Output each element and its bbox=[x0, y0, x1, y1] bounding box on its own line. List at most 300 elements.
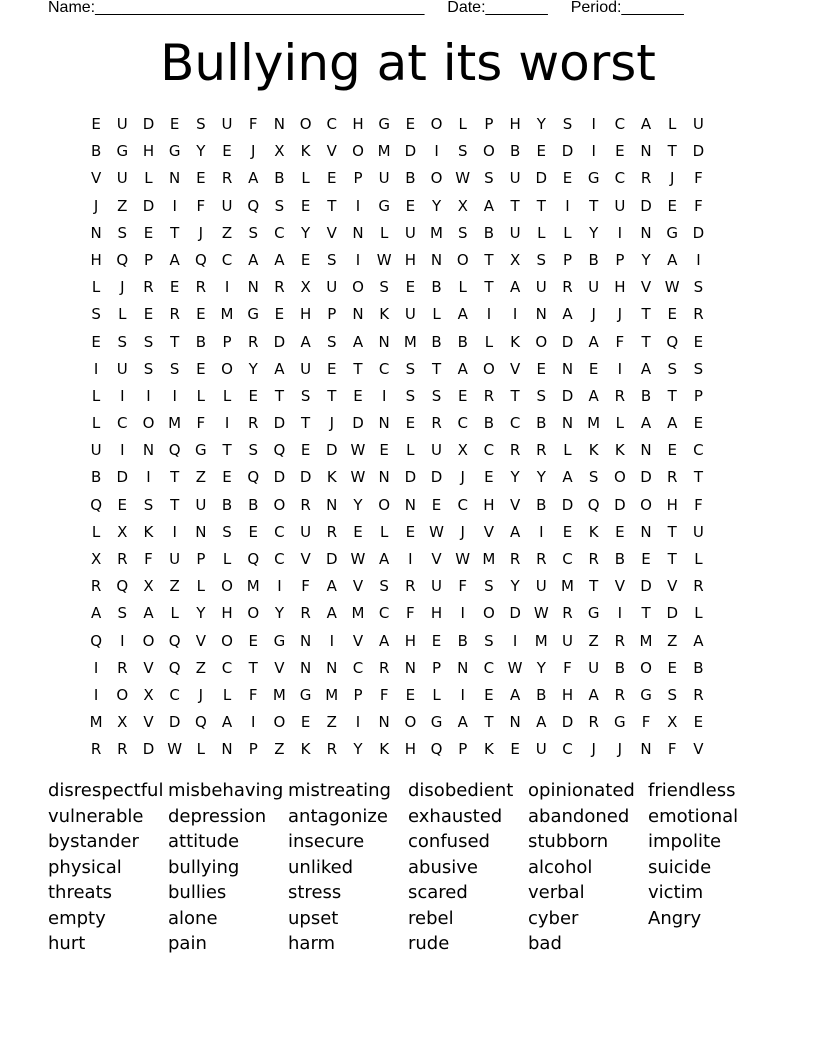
grid-letter[interactable]: O bbox=[221, 577, 233, 596]
grid-letter[interactable]: H bbox=[561, 685, 574, 704]
grid-letter[interactable]: Q bbox=[116, 577, 129, 596]
grid-letter[interactable]: U bbox=[195, 495, 207, 514]
grid-letter[interactable]: V bbox=[274, 658, 285, 677]
grid-letter[interactable]: K bbox=[300, 142, 311, 161]
grid-letter[interactable]: T bbox=[484, 278, 494, 297]
grid-letter[interactable]: U bbox=[221, 196, 233, 215]
grid-letter[interactable]: H bbox=[509, 115, 521, 133]
grid-letter[interactable]: U bbox=[561, 631, 573, 650]
grid-letter[interactable]: W bbox=[533, 604, 549, 623]
grid-letter[interactable]: D bbox=[116, 468, 129, 487]
grid-letter[interactable]: E bbox=[405, 196, 416, 215]
grid-letter[interactable]: O bbox=[352, 278, 364, 297]
grid-letter[interactable]: P bbox=[196, 550, 206, 568]
grid-letter[interactable]: S bbox=[300, 386, 311, 405]
grid-letter[interactable]: S bbox=[431, 386, 442, 405]
grid-letter[interactable]: N bbox=[195, 522, 207, 541]
grid-letter[interactable]: H bbox=[666, 495, 678, 514]
grid-letter[interactable]: L bbox=[222, 685, 232, 704]
grid-letter[interactable]: H bbox=[221, 604, 233, 623]
grid-letter[interactable]: R bbox=[90, 577, 102, 596]
grid-letter[interactable]: N bbox=[299, 631, 312, 650]
grid-letter[interactable]: R bbox=[509, 550, 521, 568]
grid-letter[interactable]: H bbox=[352, 115, 364, 133]
grid-letter[interactable]: D bbox=[666, 604, 678, 623]
grid-letter[interactable]: N bbox=[457, 658, 469, 677]
grid-letter[interactable]: L bbox=[537, 223, 546, 242]
grid-letter[interactable]: R bbox=[483, 386, 495, 405]
grid-letter[interactable]: E bbox=[615, 142, 625, 161]
grid-letter[interactable]: T bbox=[589, 196, 599, 215]
grid-letter[interactable]: V bbox=[431, 550, 442, 568]
grid-letter[interactable]: W bbox=[455, 169, 471, 188]
grid-letter[interactable]: S bbox=[327, 250, 337, 269]
grid-letter[interactable]: A bbox=[169, 250, 180, 269]
grid-letter[interactable]: I bbox=[591, 115, 596, 133]
grid-letter[interactable]: D bbox=[273, 332, 286, 351]
grid-letter[interactable]: T bbox=[327, 196, 337, 215]
grid-letter[interactable]: X bbox=[143, 577, 154, 596]
grid-letter[interactable]: I bbox=[486, 305, 492, 324]
grid-letter[interactable]: J bbox=[460, 468, 465, 487]
grid-letter[interactable]: N bbox=[247, 278, 259, 297]
grid-letter[interactable]: A bbox=[457, 359, 468, 378]
grid-letter[interactable]: B bbox=[536, 685, 547, 704]
grid-letter[interactable]: A bbox=[274, 250, 285, 269]
grid-letter[interactable]: I bbox=[277, 577, 282, 596]
grid-letter[interactable]: O bbox=[483, 604, 495, 623]
grid-letter[interactable]: C bbox=[483, 658, 495, 677]
grid-letter[interactable]: B bbox=[431, 332, 442, 351]
grid-letter[interactable]: I bbox=[434, 142, 439, 161]
grid-letter[interactable]: X bbox=[143, 685, 154, 704]
grid-letter[interactable]: E bbox=[405, 414, 416, 433]
grid-letter[interactable]: N bbox=[273, 115, 286, 133]
grid-letter[interactable]: B bbox=[640, 386, 652, 405]
grid-letter[interactable]: U bbox=[535, 577, 547, 596]
grid-letter[interactable]: F bbox=[406, 604, 415, 623]
grid-letter[interactable]: V bbox=[614, 577, 625, 596]
grid-letter[interactable]: N bbox=[404, 495, 416, 514]
grid-letter[interactable]: F bbox=[641, 713, 651, 732]
grid-letter[interactable]: C bbox=[326, 115, 338, 133]
grid-letter[interactable]: U bbox=[535, 278, 547, 297]
grid-letter[interactable]: Z bbox=[195, 658, 206, 677]
grid-letter[interactable]: E bbox=[91, 332, 101, 351]
grid-letter[interactable]: A bbox=[274, 359, 285, 378]
grid-letter[interactable]: I bbox=[93, 658, 99, 677]
grid-letter[interactable]: Z bbox=[667, 631, 678, 650]
grid-letter[interactable]: L bbox=[379, 223, 389, 242]
grid-letter[interactable]: R bbox=[693, 305, 704, 324]
grid-letter[interactable]: O bbox=[430, 169, 443, 188]
grid-letter[interactable]: R bbox=[274, 278, 285, 297]
grid-letter[interactable]: X bbox=[457, 441, 468, 460]
grid-letter[interactable]: G bbox=[273, 631, 286, 650]
grid-letter[interactable]: C bbox=[614, 169, 626, 188]
grid-letter[interactable]: Q bbox=[194, 250, 207, 269]
grid-letter[interactable]: R bbox=[378, 658, 390, 677]
grid-letter[interactable]: H bbox=[142, 142, 155, 161]
grid-letter[interactable]: F bbox=[248, 685, 258, 704]
grid-letter[interactable]: M bbox=[220, 305, 234, 324]
grid-letter[interactable]: B bbox=[90, 468, 102, 487]
grid-letter[interactable]: U bbox=[169, 550, 181, 568]
grid-letter[interactable]: A bbox=[693, 631, 704, 650]
grid-letter[interactable]: I bbox=[696, 250, 701, 269]
grid-letter[interactable]: R bbox=[693, 577, 704, 596]
grid-letter[interactable]: C bbox=[378, 604, 390, 623]
grid-letter[interactable]: D bbox=[692, 223, 705, 242]
grid-letter[interactable]: E bbox=[353, 522, 363, 541]
grid-letter[interactable]: A bbox=[379, 550, 390, 568]
grid-letter[interactable]: N bbox=[640, 142, 652, 161]
grid-letter[interactable]: C bbox=[457, 495, 468, 514]
grid-letter[interactable]: N bbox=[142, 441, 155, 460]
grid-letter[interactable]: E bbox=[143, 223, 154, 242]
grid-letter[interactable]: C bbox=[117, 414, 128, 433]
grid-letter[interactable]: E bbox=[457, 386, 468, 405]
grid-letter[interactable]: L bbox=[484, 332, 494, 351]
grid-letter[interactable]: O bbox=[483, 359, 495, 378]
grid-letter[interactable]: S bbox=[484, 631, 494, 650]
grid-letter[interactable]: A bbox=[588, 386, 599, 405]
grid-letter[interactable]: O bbox=[613, 468, 626, 487]
grid-letter[interactable]: N bbox=[509, 713, 521, 732]
grid-letter[interactable]: P bbox=[615, 250, 625, 269]
grid-letter[interactable]: S bbox=[536, 386, 547, 405]
grid-letter[interactable]: Y bbox=[431, 196, 442, 215]
grid-letter[interactable]: T bbox=[667, 550, 677, 568]
grid-letter[interactable]: B bbox=[483, 223, 495, 242]
grid-letter[interactable]: W bbox=[429, 522, 444, 541]
grid-letter[interactable]: E bbox=[91, 115, 101, 133]
grid-letter[interactable]: C bbox=[483, 441, 495, 460]
grid-letter[interactable]: F bbox=[667, 740, 677, 759]
grid-letter[interactable]: P bbox=[353, 169, 363, 188]
grid-letter[interactable]: D bbox=[561, 332, 574, 351]
grid-letter[interactable]: R bbox=[640, 169, 652, 188]
grid-letter[interactable]: E bbox=[300, 196, 311, 215]
grid-letter[interactable]: E bbox=[693, 713, 704, 732]
grid-letter[interactable]: E bbox=[353, 386, 363, 405]
grid-letter[interactable]: S bbox=[667, 359, 677, 378]
grid-letter[interactable]: C bbox=[693, 441, 704, 460]
grid-letter[interactable]: A bbox=[562, 468, 573, 487]
grid-letter[interactable]: H bbox=[483, 495, 495, 514]
grid-letter[interactable]: V bbox=[300, 550, 311, 568]
grid-letter[interactable]: G bbox=[116, 142, 129, 161]
grid-letter[interactable]: I bbox=[381, 386, 387, 405]
grid-letter[interactable]: U bbox=[535, 740, 547, 759]
grid-letter[interactable]: U bbox=[300, 522, 312, 541]
grid-letter[interactable]: J bbox=[251, 142, 256, 161]
grid-letter[interactable]: X bbox=[117, 713, 128, 732]
grid-letter[interactable]: A bbox=[667, 250, 678, 269]
grid-letter[interactable]: E bbox=[405, 685, 416, 704]
grid-letter[interactable]: U bbox=[692, 115, 704, 133]
grid-letter[interactable]: G bbox=[378, 196, 390, 215]
grid-letter[interactable]: T bbox=[667, 386, 677, 405]
grid-letter[interactable]: E bbox=[274, 305, 285, 324]
grid-letter[interactable]: F bbox=[615, 332, 625, 351]
grid-letter[interactable]: N bbox=[378, 713, 390, 732]
grid-letter[interactable]: B bbox=[90, 142, 102, 161]
grid-letter[interactable]: T bbox=[536, 196, 546, 215]
grid-letter[interactable]: E bbox=[169, 115, 180, 133]
grid-letter[interactable]: Y bbox=[536, 658, 546, 677]
grid-letter[interactable]: S bbox=[327, 332, 337, 351]
grid-letter[interactable]: A bbox=[509, 278, 521, 297]
grid-letter[interactable]: P bbox=[222, 332, 232, 351]
grid-letter[interactable]: E bbox=[169, 278, 180, 297]
grid-letter[interactable]: E bbox=[484, 468, 494, 487]
grid-letter[interactable]: G bbox=[640, 685, 652, 704]
grid-letter[interactable]: N bbox=[378, 332, 390, 351]
grid-letter[interactable]: L bbox=[196, 386, 206, 405]
grid-letter[interactable]: S bbox=[91, 305, 101, 324]
grid-letter[interactable]: O bbox=[640, 495, 652, 514]
grid-letter[interactable]: I bbox=[93, 359, 99, 378]
grid-letter[interactable]: S bbox=[405, 359, 416, 378]
grid-letter[interactable]: E bbox=[693, 332, 704, 351]
grid-letter[interactable]: L bbox=[91, 522, 101, 541]
grid-letter[interactable]: F bbox=[301, 577, 310, 596]
grid-letter[interactable]: B bbox=[274, 169, 285, 188]
grid-letter[interactable]: N bbox=[221, 740, 233, 759]
grid-letter[interactable]: K bbox=[300, 740, 311, 759]
grid-letter[interactable]: J bbox=[617, 305, 623, 324]
grid-letter[interactable]: I bbox=[251, 713, 256, 732]
grid-letter[interactable]: R bbox=[117, 550, 128, 568]
grid-letter[interactable]: N bbox=[430, 250, 443, 269]
grid-letter[interactable]: U bbox=[326, 278, 338, 297]
grid-letter[interactable]: G bbox=[299, 685, 312, 704]
grid-letter[interactable]: E bbox=[641, 550, 651, 568]
grid-letter[interactable]: S bbox=[196, 115, 206, 133]
grid-letter[interactable]: D bbox=[404, 468, 417, 487]
grid-letter[interactable]: K bbox=[326, 468, 337, 487]
grid-letter[interactable]: E bbox=[562, 522, 573, 541]
grid-letter[interactable]: R bbox=[562, 604, 573, 623]
grid-letter[interactable]: P bbox=[484, 115, 494, 133]
grid-letter[interactable]: Y bbox=[536, 115, 546, 133]
grid-letter[interactable]: A bbox=[562, 305, 573, 324]
grid-letter[interactable]: E bbox=[196, 305, 206, 324]
grid-letter[interactable]: S bbox=[693, 278, 704, 297]
grid-letter[interactable]: A bbox=[588, 332, 599, 351]
grid-letter[interactable]: L bbox=[406, 441, 415, 460]
grid-letter[interactable]: P bbox=[693, 386, 703, 405]
grid-letter[interactable]: M bbox=[272, 685, 286, 704]
grid-letter[interactable]: G bbox=[587, 169, 600, 188]
grid-letter[interactable]: E bbox=[196, 359, 206, 378]
grid-letter[interactable]: U bbox=[509, 223, 521, 242]
grid-letter[interactable]: N bbox=[352, 223, 364, 242]
grid-letter[interactable]: H bbox=[299, 305, 312, 324]
grid-letter[interactable]: T bbox=[170, 332, 180, 351]
grid-letter[interactable]: R bbox=[221, 169, 233, 188]
grid-letter[interactable]: B bbox=[693, 658, 704, 677]
grid-letter[interactable]: L bbox=[222, 386, 232, 405]
grid-letter[interactable]: N bbox=[640, 441, 652, 460]
grid-letter[interactable]: M bbox=[534, 631, 548, 650]
grid-letter[interactable]: B bbox=[536, 414, 547, 433]
grid-letter[interactable]: S bbox=[143, 495, 154, 514]
grid-letter[interactable]: N bbox=[404, 658, 416, 677]
grid-letter[interactable]: N bbox=[378, 414, 390, 433]
grid-letter[interactable]: M bbox=[430, 223, 443, 242]
grid-letter[interactable]: T bbox=[641, 332, 651, 351]
grid-letter[interactable]: S bbox=[222, 522, 232, 541]
grid-letter[interactable]: D bbox=[404, 142, 417, 161]
grid-letter[interactable]: B bbox=[195, 332, 206, 351]
grid-letter[interactable]: S bbox=[248, 223, 258, 242]
grid-letter[interactable]: W bbox=[350, 468, 366, 487]
grid-letter[interactable]: O bbox=[273, 713, 286, 732]
grid-letter[interactable]: A bbox=[379, 631, 390, 650]
grid-letter[interactable]: C bbox=[352, 658, 364, 677]
grid-letter[interactable]: S bbox=[588, 468, 599, 487]
grid-letter[interactable]: G bbox=[168, 142, 181, 161]
grid-letter[interactable]: N bbox=[561, 359, 574, 378]
grid-letter[interactable]: N bbox=[90, 223, 102, 242]
grid-letter[interactable]: D bbox=[142, 196, 155, 215]
grid-letter[interactable]: N bbox=[535, 305, 547, 324]
grid-letter[interactable]: E bbox=[588, 359, 599, 378]
grid-letter[interactable]: U bbox=[614, 196, 626, 215]
grid-letter[interactable]: V bbox=[326, 142, 337, 161]
grid-letter[interactable]: R bbox=[248, 414, 259, 433]
grid-letter[interactable]: D bbox=[561, 495, 574, 514]
grid-letter[interactable]: B bbox=[248, 495, 259, 514]
grid-letter[interactable]: I bbox=[355, 250, 361, 269]
grid-letter[interactable]: W bbox=[350, 550, 366, 568]
grid-letter[interactable]: A bbox=[536, 713, 547, 732]
grid-letter[interactable]: Z bbox=[326, 713, 337, 732]
grid-letter[interactable]: R bbox=[248, 332, 259, 351]
grid-letter[interactable]: A bbox=[667, 414, 678, 433]
grid-letter[interactable]: G bbox=[247, 305, 260, 324]
grid-letter[interactable]: U bbox=[431, 577, 443, 596]
grid-letter[interactable]: U bbox=[221, 115, 233, 133]
grid-letter[interactable]: I bbox=[617, 604, 623, 623]
grid-letter[interactable]: T bbox=[641, 604, 651, 623]
grid-letter[interactable]: D bbox=[509, 604, 521, 623]
grid-letter[interactable]: Z bbox=[274, 740, 285, 759]
grid-letter[interactable]: A bbox=[90, 604, 102, 623]
grid-letter[interactable]: M bbox=[377, 142, 391, 161]
grid-letter[interactable]: E bbox=[562, 169, 573, 188]
grid-letter[interactable]: J bbox=[93, 196, 99, 215]
grid-letter[interactable]: B bbox=[588, 250, 599, 269]
grid-letter[interactable]: I bbox=[460, 685, 465, 704]
grid-letter[interactable]: Q bbox=[90, 631, 102, 650]
grid-letter[interactable]: B bbox=[431, 278, 442, 297]
grid-letter[interactable]: N bbox=[640, 522, 652, 541]
grid-letter[interactable]: N bbox=[640, 740, 652, 759]
date-field[interactable]: _______ bbox=[485, 0, 548, 16]
grid-letter[interactable]: M bbox=[560, 577, 574, 596]
grid-letter[interactable]: D bbox=[326, 441, 338, 460]
grid-letter[interactable]: L bbox=[379, 522, 389, 541]
grid-letter[interactable]: T bbox=[301, 414, 311, 433]
grid-letter[interactable]: V bbox=[509, 359, 521, 378]
grid-letter[interactable]: L bbox=[668, 115, 677, 133]
grid-letter[interactable]: F bbox=[196, 196, 206, 215]
grid-letter[interactable]: U bbox=[404, 223, 416, 242]
grid-letter[interactable]: H bbox=[404, 631, 416, 650]
grid-letter[interactable]: G bbox=[587, 604, 600, 623]
grid-letter[interactable]: D bbox=[692, 142, 705, 161]
grid-letter[interactable]: Y bbox=[301, 223, 311, 242]
grid-letter[interactable]: U bbox=[588, 658, 600, 677]
grid-letter[interactable]: S bbox=[457, 142, 468, 161]
grid-letter[interactable]: O bbox=[273, 495, 286, 514]
grid-letter[interactable]: E bbox=[300, 250, 311, 269]
grid-letter[interactable]: E bbox=[615, 522, 625, 541]
grid-letter[interactable]: U bbox=[116, 115, 128, 133]
grid-letter[interactable]: U bbox=[116, 169, 128, 188]
grid-letter[interactable]: F bbox=[458, 577, 468, 596]
grid-letter[interactable]: Q bbox=[116, 250, 129, 269]
grid-letter[interactable]: X bbox=[274, 142, 285, 161]
grid-letter[interactable]: H bbox=[614, 278, 626, 297]
grid-letter[interactable]: U bbox=[431, 441, 443, 460]
grid-letter[interactable]: Y bbox=[274, 604, 284, 623]
grid-letter[interactable]: B bbox=[457, 332, 468, 351]
grid-letter[interactable]: U bbox=[116, 359, 128, 378]
grid-letter[interactable]: K bbox=[588, 441, 599, 460]
grid-letter[interactable]: T bbox=[667, 522, 677, 541]
grid-letter[interactable]: O bbox=[430, 115, 443, 133]
grid-letter[interactable]: C bbox=[274, 550, 285, 568]
grid-letter[interactable]: C bbox=[274, 223, 285, 242]
grid-letter[interactable]: M bbox=[587, 414, 601, 433]
grid-letter[interactable]: A bbox=[221, 713, 233, 732]
grid-letter[interactable]: Y bbox=[196, 142, 206, 161]
grid-letter[interactable]: V bbox=[143, 713, 154, 732]
grid-letter[interactable]: U bbox=[404, 305, 416, 324]
grid-letter[interactable]: Q bbox=[247, 196, 260, 215]
grid-letter[interactable]: S bbox=[405, 386, 416, 405]
grid-letter[interactable]: L bbox=[458, 115, 467, 133]
grid-letter[interactable]: I bbox=[93, 685, 99, 704]
grid-letter[interactable]: T bbox=[170, 495, 180, 514]
grid-letter[interactable]: J bbox=[198, 685, 204, 704]
grid-letter[interactable]: L bbox=[118, 305, 127, 324]
grid-letter[interactable]: M bbox=[246, 577, 260, 596]
grid-letter[interactable]: T bbox=[693, 468, 703, 487]
grid-letter[interactable]: B bbox=[536, 495, 547, 514]
grid-letter[interactable]: C bbox=[614, 115, 626, 133]
grid-letter[interactable]: D bbox=[640, 577, 652, 596]
grid-letter[interactable]: T bbox=[222, 441, 232, 460]
grid-letter[interactable]: Q bbox=[666, 332, 679, 351]
grid-letter[interactable]: K bbox=[614, 441, 625, 460]
grid-letter[interactable]: T bbox=[353, 359, 363, 378]
grid-letter[interactable]: Y bbox=[353, 740, 363, 759]
grid-letter[interactable]: G bbox=[430, 713, 443, 732]
grid-letter[interactable]: Z bbox=[588, 631, 599, 650]
grid-letter[interactable]: L bbox=[170, 604, 179, 623]
grid-letter[interactable]: E bbox=[143, 305, 154, 324]
grid-letter[interactable]: O bbox=[535, 332, 548, 351]
grid-letter[interactable]: U bbox=[509, 169, 521, 188]
grid-letter[interactable]: D bbox=[352, 414, 364, 433]
grid-letter[interactable]: Y bbox=[510, 468, 520, 487]
grid-letter[interactable]: B bbox=[405, 169, 416, 188]
